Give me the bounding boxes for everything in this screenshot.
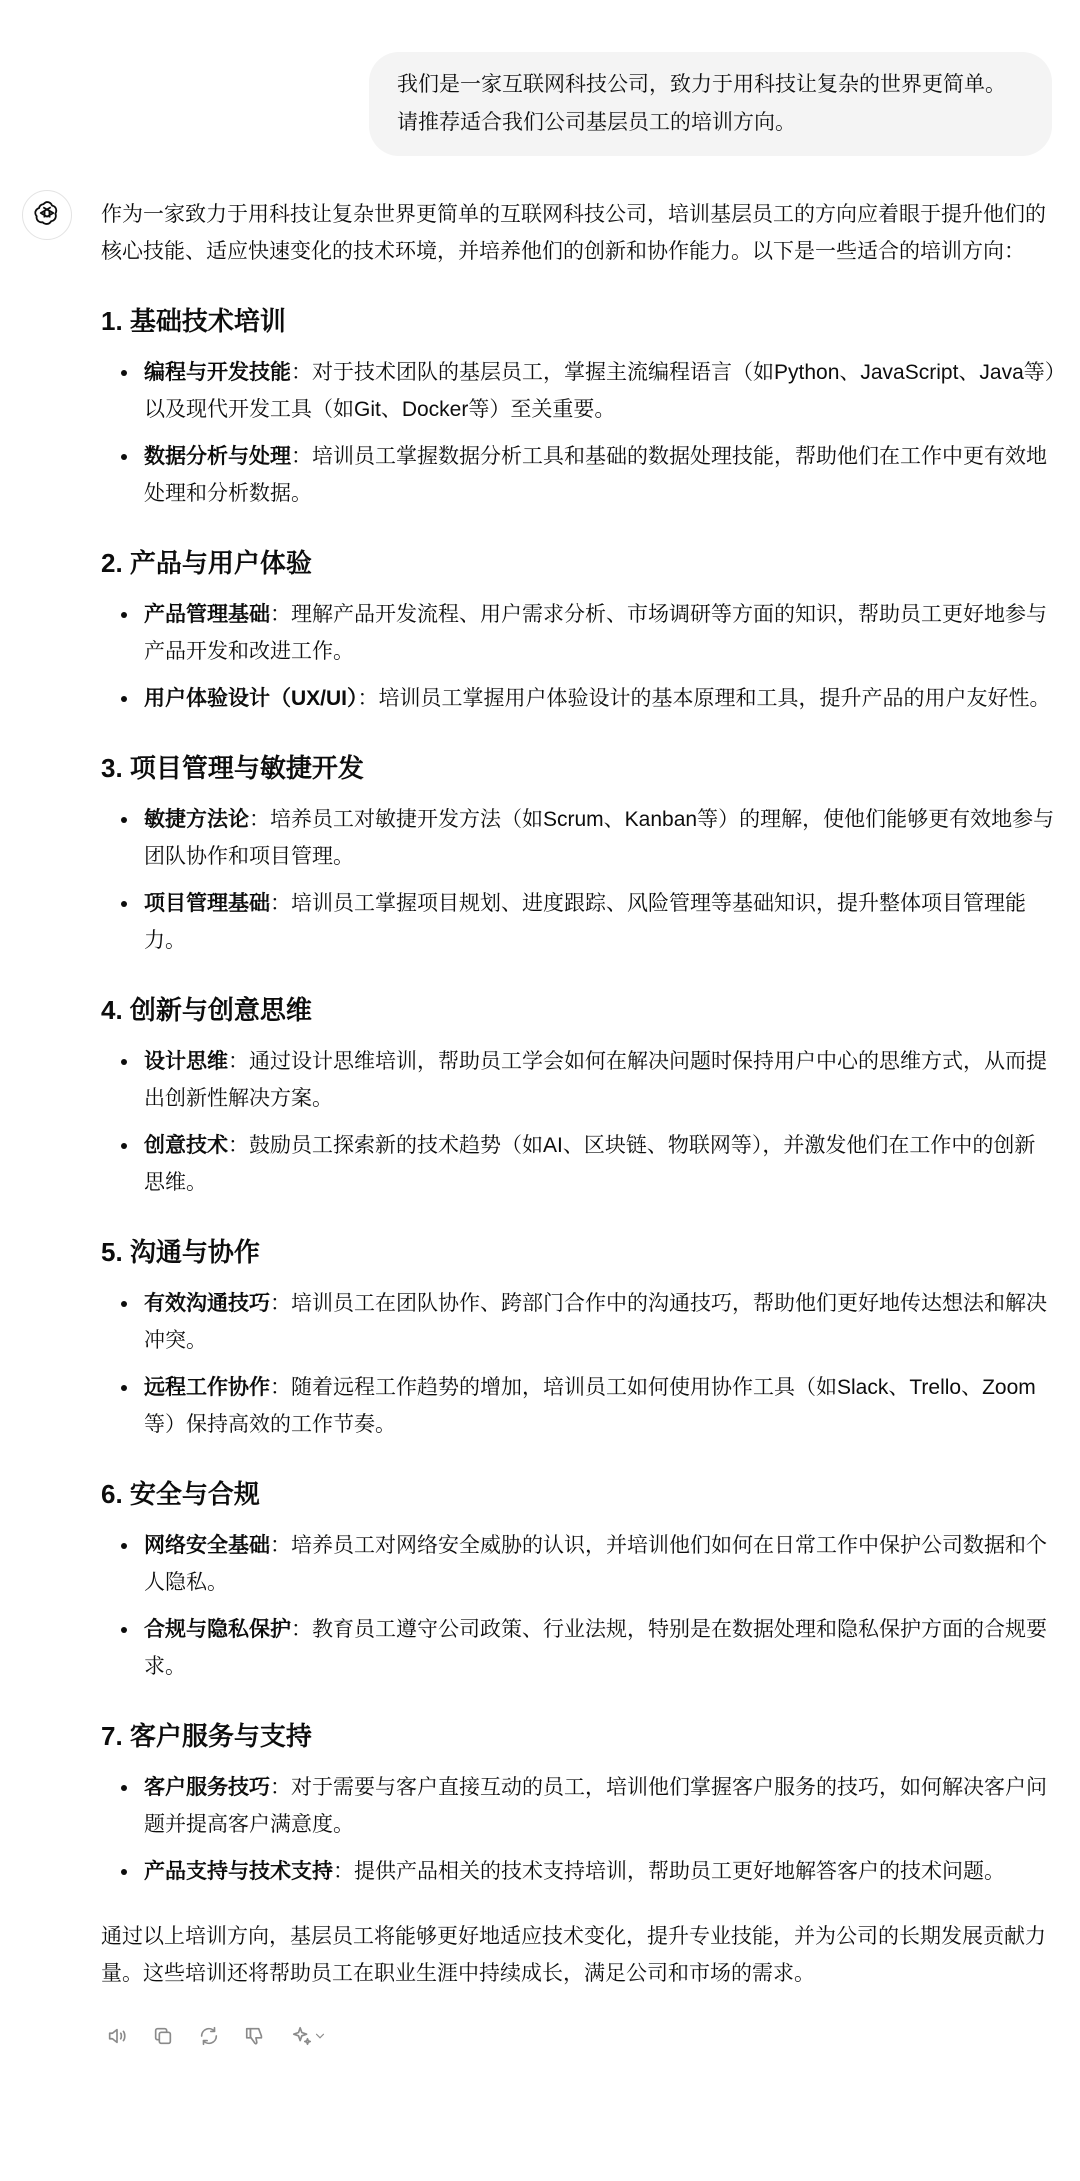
section-7 [101, 1719, 1056, 1890]
bullet-list [101, 1527, 1056, 1685]
section-title: 1. 基础技术培训 [101, 306, 286, 336]
list-item [101, 1043, 1056, 1117]
section-3 [101, 751, 1056, 959]
list-item [101, 1611, 1056, 1685]
item-text: ：对于需要与客户直接互动的员工，培训他们掌握客户服务的技巧，如何解决客户问题并提高客户满意度。 [144, 1776, 1047, 1836]
bullet-list [101, 354, 1056, 512]
sparkle-icon [291, 2025, 313, 2052]
item-label: 网络安全基础 [144, 1534, 270, 1557]
section-title: 4. 创新与创意思维 [101, 995, 312, 1025]
item-label: 客户服务技巧 [144, 1776, 270, 1799]
list-item [101, 885, 1056, 959]
speaker-icon [106, 2025, 128, 2052]
bullet-list [101, 1285, 1056, 1443]
item-label: 合规与隐私保护 [144, 1618, 291, 1641]
item-text: ：随着远程工作趋势的增加，培训员工如何使用协作工具（如Slack、Trello、Zoom等）保持高效的工作节奏。 [144, 1376, 1036, 1436]
regenerate-button[interactable] [193, 2022, 225, 2054]
item-label: 敏捷方法论 [144, 808, 249, 831]
list-item [101, 801, 1056, 875]
list-item [101, 1369, 1056, 1443]
intro-paragraph: 作为一家致力于用科技让复杂世界更简单的互联网科技公司，培训基层员工的方向应着眼于提升他们的核心技能、适应快速变化的技术环境，并培养他们的创新和协作能力。以下是一些适合的培训方向： [101, 203, 1046, 263]
item-label: 数据分析与处理 [144, 445, 291, 468]
copy-button[interactable] [147, 2022, 179, 2054]
section-4 [101, 993, 1056, 1201]
list-item [101, 1769, 1056, 1843]
item-label: 项目管理基础 [144, 892, 270, 915]
item-label: 编程与开发技能 [144, 361, 291, 384]
bullet-list [101, 596, 1056, 717]
section-title: 5. 沟通与协作 [101, 1237, 260, 1267]
bullet-list [101, 1769, 1056, 1890]
bullet-list [101, 801, 1056, 959]
item-text: ：教育员工遵守公司政策、行业法规，特别是在数据处理和隐私保护方面的合规要求。 [144, 1618, 1047, 1678]
item-text: ：提供产品相关的技术支持培训，帮助员工更好地解答客户的技术问题。 [333, 1860, 1005, 1883]
section-5 [101, 1235, 1056, 1443]
thumbs-down-button[interactable] [239, 2022, 271, 2054]
section-1 [101, 304, 1056, 512]
item-text: ：培训员工掌握用户体验设计的基本原理和工具，提升产品的用户友好性。 [357, 687, 1051, 710]
item-text: ：培训员工掌握数据分析工具和基础的数据处理技能，帮助他们在工作中更有效地处理和分析数据。 [144, 445, 1047, 505]
item-label: 产品支持与技术支持 [144, 1860, 333, 1883]
thumbs-down-icon [244, 2025, 266, 2052]
item-text: ：培养员工对网络安全威胁的认识，并培训他们如何在日常工作中保护公司数据和个人隐私。 [144, 1534, 1047, 1594]
item-text: ：培养员工对敏捷开发方法（如Scrum、Kanban等）的理解，使他们能够更有效地参与团队协作和项目管理。 [144, 808, 1055, 868]
openai-logo-icon [32, 198, 62, 233]
item-text: ：培训员工在团队协作、跨部门合作中的沟通技巧，帮助他们更好地传达想法和解决冲突。 [144, 1292, 1047, 1352]
user-message-text: 我们是一家互联网科技公司，致力于用科技让复杂的世界更简单。请推荐适合我们公司基层员工的培训方向。 [397, 73, 1006, 134]
model-switch-button[interactable] [285, 2022, 333, 2054]
list-item [101, 1853, 1056, 1890]
section-6 [101, 1477, 1056, 1685]
item-label: 远程工作协作 [144, 1376, 270, 1399]
copy-icon [152, 2025, 174, 2052]
item-text: ：理解产品开发流程、用户需求分析、市场调研等方面的知识，帮助员工更好地参与产品开发和改进工作。 [144, 603, 1047, 663]
item-text: ：培训员工掌握项目规划、进度跟踪、风险管理等基础知识，提升整体项目管理能力。 [144, 892, 1026, 952]
bullet-list [101, 1043, 1056, 1201]
section-title: 7. 客户服务与支持 [101, 1721, 312, 1751]
item-text: ：通过设计思维培训，帮助员工学会如何在解决问题时保持用户中心的思维方式，从而提出创新性解决方案。 [144, 1050, 1047, 1110]
refresh-icon [198, 2025, 220, 2052]
list-item [101, 680, 1056, 717]
list-item [101, 1527, 1056, 1601]
assistant-content [101, 196, 1056, 2054]
list-item [101, 438, 1056, 512]
list-item [101, 354, 1056, 428]
item-text: ：对于技术团队的基层员工，掌握主流编程语言（如Python、JavaScript、Java等）以及现代开发工具（如Git、Docker等）至关重要。 [144, 361, 1056, 421]
closing-paragraph: 通过以上培训方向，基层员工将能够更好地适应技术变化，提升专业技能，并为公司的长期发展贡献力量。这些培训还将帮助员工在职业生涯中持续成长，满足公司和市场的需求。 [101, 1925, 1046, 1985]
message-actions [101, 2022, 1056, 2054]
section-title: 3. 项目管理与敏捷开发 [101, 753, 364, 783]
item-label: 用户体验设计（UX/UI） [144, 687, 358, 710]
user-message-bubble [369, 52, 1052, 156]
section-title: 2. 产品与用户体验 [101, 548, 312, 578]
list-item [101, 596, 1056, 670]
item-label: 产品管理基础 [144, 603, 270, 626]
assistant-avatar [22, 190, 72, 240]
section-title: 6. 安全与合规 [101, 1479, 260, 1509]
list-item [101, 1285, 1056, 1359]
list-item [101, 1127, 1056, 1201]
section-2 [101, 546, 1056, 717]
chevron-down-icon [313, 2029, 327, 2048]
item-label: 设计思维 [144, 1050, 228, 1073]
item-text: ：鼓励员工探索新的技术趋势（如AI、区块链、物联网等），并激发他们在工作中的创新思维。 [144, 1134, 1036, 1194]
item-label: 创意技术 [144, 1134, 228, 1157]
read-aloud-button[interactable] [101, 2022, 133, 2054]
item-label: 有效沟通技巧 [144, 1292, 270, 1315]
